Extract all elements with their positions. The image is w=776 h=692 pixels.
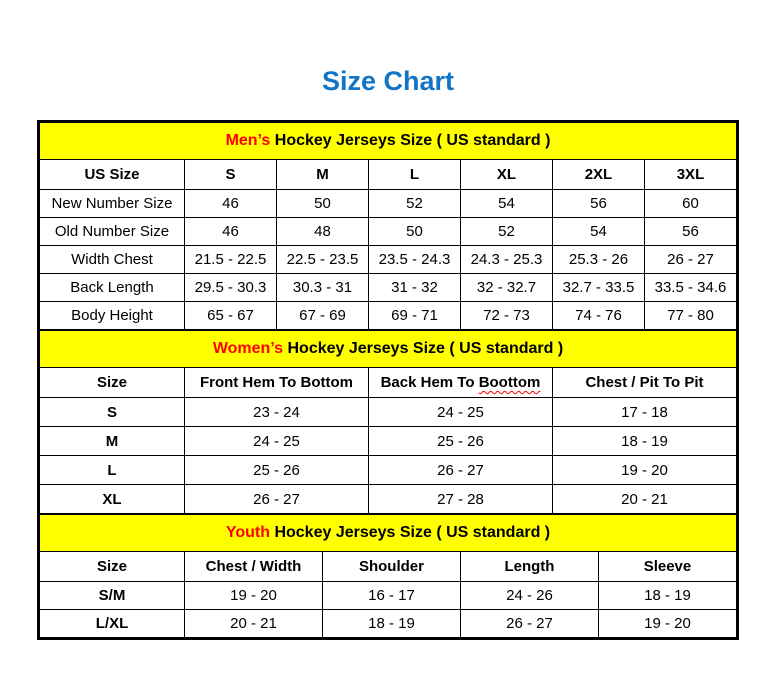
row-label: S/M xyxy=(40,582,185,610)
mens-header-row xyxy=(40,160,737,190)
column-header-label: Front Hem To Bottom xyxy=(199,374,353,391)
column-header xyxy=(552,160,644,190)
page-title: Size Chart xyxy=(321,66,455,96)
womens-section-title-band xyxy=(40,331,737,368)
data-cell: 25 - 26 xyxy=(368,427,552,456)
data-cell: 54 xyxy=(552,218,644,246)
youth-section-title-band xyxy=(40,515,737,552)
data-cell: 24 - 25 xyxy=(184,427,368,456)
womens-size-table xyxy=(39,330,737,514)
data-cell: 26 - 27 xyxy=(368,456,552,485)
column-header-label: Back Hem To xyxy=(380,374,479,391)
data-cell: 50 xyxy=(368,218,460,246)
section-title-text: Hockey Jerseys Size ( US standard ) xyxy=(270,132,551,149)
column-header xyxy=(460,160,552,190)
row-label: S xyxy=(40,398,185,427)
data-cell: 31 - 32 xyxy=(368,274,460,302)
womens-header-row xyxy=(40,368,737,398)
table-row xyxy=(40,274,737,302)
column-header xyxy=(598,552,736,582)
column-header-label: XL xyxy=(496,166,517,183)
data-cell: 46 xyxy=(184,190,276,218)
column-header-label: M xyxy=(316,166,329,183)
section-title-text: Hockey Jerseys Size ( US standard ) xyxy=(270,524,551,541)
row-label: Old Number Size xyxy=(40,218,185,246)
column-header xyxy=(368,368,552,398)
column-header-label: Sleeve xyxy=(643,558,692,575)
data-cell: 60 xyxy=(644,190,736,218)
data-cell: 74 - 76 xyxy=(552,302,644,330)
row-label: Body Height xyxy=(40,302,185,330)
data-cell: 54 xyxy=(460,190,552,218)
row-label: Back Length xyxy=(40,274,185,302)
table-row xyxy=(40,582,737,610)
data-cell: 16 - 17 xyxy=(322,582,460,610)
data-cell: 56 xyxy=(644,218,736,246)
column-header-label: 2XL xyxy=(584,166,613,183)
mens-section-title-band xyxy=(40,123,737,160)
mens-size-table xyxy=(39,122,737,330)
table-row xyxy=(40,610,737,638)
data-cell: 25 - 26 xyxy=(184,456,368,485)
data-cell: 48 xyxy=(276,218,368,246)
data-cell: 23 - 24 xyxy=(184,398,368,427)
section-title-highlight: Youth xyxy=(225,524,270,541)
column-header-label: Chest / Pit To Pit xyxy=(585,374,704,391)
column-header xyxy=(40,160,185,190)
column-header xyxy=(276,160,368,190)
data-cell: 72 - 73 xyxy=(460,302,552,330)
size-tables xyxy=(37,120,739,640)
row-label: XL xyxy=(40,485,185,514)
womens-section-title-row xyxy=(40,331,737,368)
table-row xyxy=(40,246,737,274)
data-cell: 23.5 - 24.3 xyxy=(368,246,460,274)
column-header xyxy=(460,552,598,582)
data-cell: 20 - 21 xyxy=(552,485,736,514)
table-row xyxy=(40,218,737,246)
column-header xyxy=(184,160,276,190)
data-cell: 18 - 19 xyxy=(322,610,460,638)
data-cell: 33.5 - 34.6 xyxy=(644,274,736,302)
youth-section-title-row xyxy=(40,515,737,552)
mens-section-title-row xyxy=(40,123,737,160)
row-label: New Number Size xyxy=(40,190,185,218)
data-cell: 19 - 20 xyxy=(552,456,736,485)
data-cell: 56 xyxy=(552,190,644,218)
data-cell: 69 - 71 xyxy=(368,302,460,330)
data-cell: 67 - 69 xyxy=(276,302,368,330)
data-cell: 32 - 32.7 xyxy=(460,274,552,302)
row-label: M xyxy=(40,427,185,456)
data-cell: 29.5 - 30.3 xyxy=(184,274,276,302)
data-cell: 20 - 21 xyxy=(184,610,322,638)
data-cell: 32.7 - 33.5 xyxy=(552,274,644,302)
column-header xyxy=(322,552,460,582)
column-header-label: Length xyxy=(504,558,555,575)
column-header xyxy=(40,368,185,398)
data-cell: 19 - 20 xyxy=(598,610,736,638)
data-cell: 46 xyxy=(184,218,276,246)
data-cell: 22.5 - 23.5 xyxy=(276,246,368,274)
section-title-highlight: Men’s xyxy=(225,132,271,149)
column-header-label: Size xyxy=(96,558,127,575)
data-cell: 52 xyxy=(368,190,460,218)
section-title-text: Hockey Jerseys Size ( US standard ) xyxy=(283,340,564,357)
column-header xyxy=(644,160,736,190)
column-header xyxy=(552,368,736,398)
data-cell: 26 - 27 xyxy=(644,246,736,274)
section-title-highlight: Women’s xyxy=(212,340,284,357)
youth-header-row xyxy=(40,552,737,582)
table-row xyxy=(40,190,737,218)
data-cell: 26 - 27 xyxy=(184,485,368,514)
row-label: Width Chest xyxy=(40,246,185,274)
column-header xyxy=(184,368,368,398)
data-cell: 65 - 67 xyxy=(184,302,276,330)
column-header-label: 3XL xyxy=(676,166,705,183)
data-cell: 18 - 19 xyxy=(552,427,736,456)
table-row xyxy=(40,302,737,330)
data-cell: 30.3 - 31 xyxy=(276,274,368,302)
data-cell: 24.3 - 25.3 xyxy=(460,246,552,274)
column-header-label: L xyxy=(409,166,420,183)
row-label: L/XL xyxy=(40,610,185,638)
column-header-label: Shoulder xyxy=(358,558,424,575)
data-cell: 24 - 25 xyxy=(368,398,552,427)
data-cell: 52 xyxy=(460,218,552,246)
data-cell: 50 xyxy=(276,190,368,218)
column-header xyxy=(368,160,460,190)
column-header-label: Chest / Width xyxy=(205,558,302,575)
column-header-label: S xyxy=(225,166,236,183)
row-label: L xyxy=(40,456,185,485)
data-cell: 17 - 18 xyxy=(552,398,736,427)
data-cell: 77 - 80 xyxy=(644,302,736,330)
youth-size-table xyxy=(39,514,737,638)
data-cell: 27 - 28 xyxy=(368,485,552,514)
table-row xyxy=(40,398,737,427)
data-cell: 21.5 - 22.5 xyxy=(184,246,276,274)
data-cell: 19 - 20 xyxy=(184,582,322,610)
data-cell: 26 - 27 xyxy=(460,610,598,638)
data-cell: 25.3 - 26 xyxy=(552,246,644,274)
table-row xyxy=(40,456,737,485)
data-cell: 18 - 19 xyxy=(598,582,736,610)
data-cell: 24 - 26 xyxy=(460,582,598,610)
table-row xyxy=(40,427,737,456)
column-header-label: US Size xyxy=(84,166,140,183)
column-header-label: Size xyxy=(96,374,127,391)
misspelled-word: Boottom xyxy=(478,374,541,391)
column-header xyxy=(40,552,185,582)
table-row xyxy=(40,485,737,514)
column-header xyxy=(184,552,322,582)
